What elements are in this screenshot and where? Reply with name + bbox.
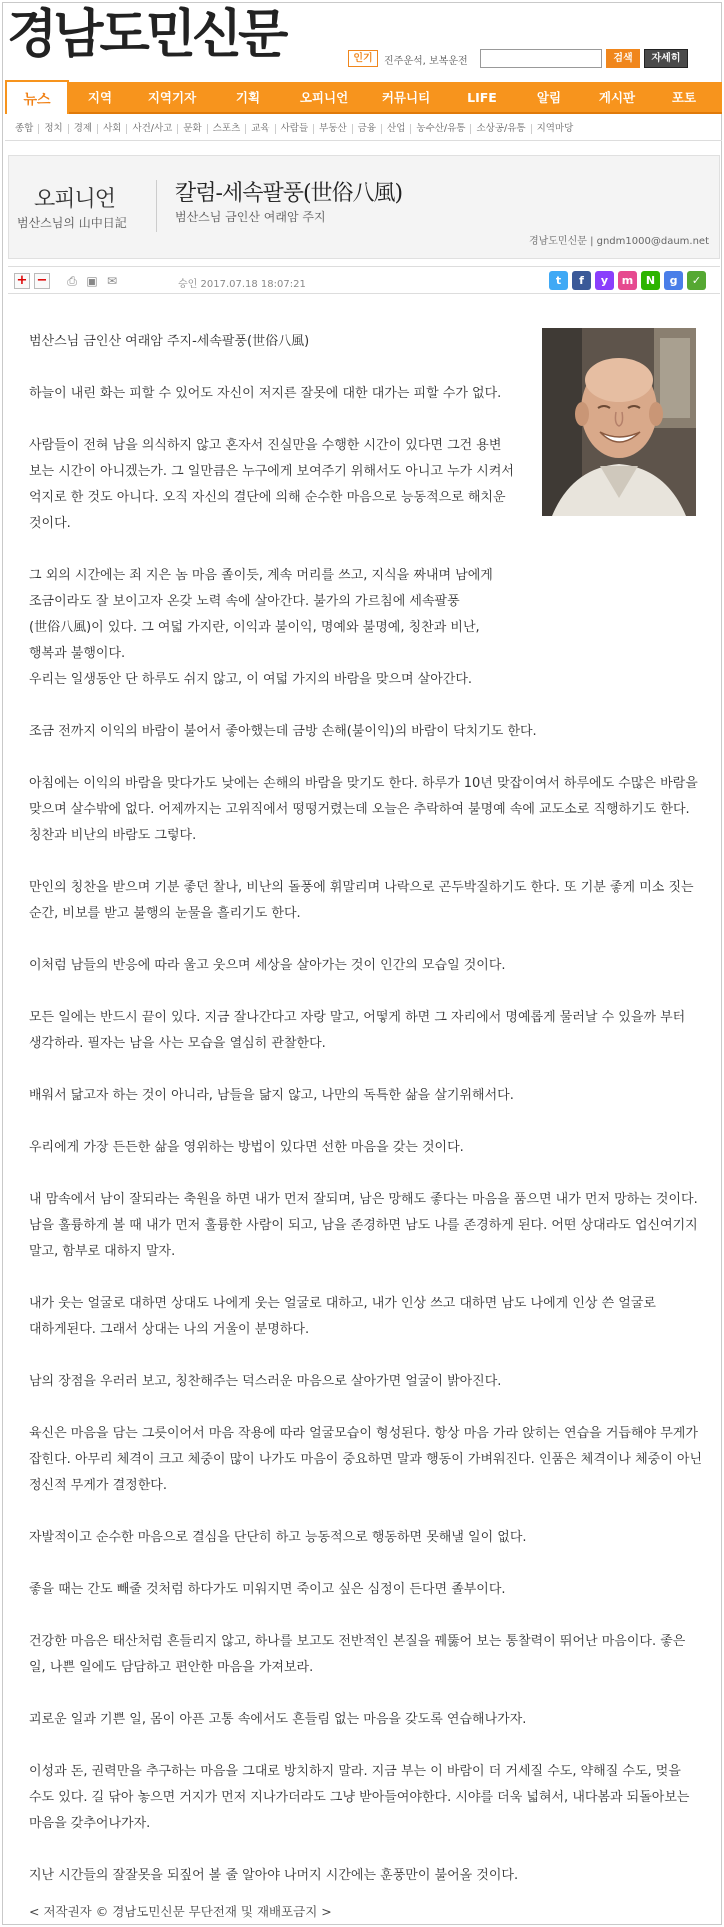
subnav-item[interactable]: 지역마당 <box>536 122 574 134</box>
subnav-item[interactable]: 종합 <box>10 124 39 134</box>
article-paragraph: 아침에는 이익의 바람을 맞다가도 낮에는 손해의 바람을 맞기도 한다. 하루가 10년 맞잡이여서 하루에도 수많은 바람을 맞으며 살수밖에 없다. 어제까지는 고위직에서 떵떵거렸는데 오늘은 추락하여 불명예 속에 교도소로 직행하기도 한다. 칭찬과 비난의 바람도 그렇다. <box>29 776 698 843</box>
copyright-notice: < 저작권자 © 경남도민신문 무단전재 및 재배포금지 > <box>29 1904 332 1919</box>
article-paragraph: 우리에게 가장 든든한 삶을 영위하는 방법이 있다면 선한 마음을 갖는 것이다. <box>29 1140 464 1155</box>
share-bookmark-icon[interactable]: ✓ <box>687 271 706 290</box>
article-paragraph: 건강한 마음은 태산처럼 흔들리지 않고, 하나를 보고도 전반적인 본질을 꿰뚫어 보는 통찰력이 뛰어난 마음이다. 좋은 일, 나쁜 일에도 담담하고 편안한 마음을 가져보라. <box>29 1634 686 1675</box>
page-frame <box>2 2 722 1925</box>
nav-item[interactable]: LIFE <box>467 90 497 105</box>
share-twitter-icon[interactable]: t <box>549 271 568 290</box>
article-paragraph: 범산스님 금인산 여래암 주지-세속팔풍(世俗八風) <box>29 334 310 349</box>
article-paragraph: 이성과 돈, 권력만을 추구하는 마음을 그대로 방치하지 말라. 지금 부는 이 바람이 더 거세질 수도, 약해질 수도, 멎을 수도 있다. 길 닦아 놓으면 거지가 먼저 지나가더라도 그냥 받아들여야한다. 시야를 더욱 넓혀서, 내다봄과 되돌아보는 마음을 갖추어나가자. <box>29 1764 690 1831</box>
subnav-item[interactable]: 산업 <box>382 124 411 134</box>
subnav-item[interactable]: 농수산/유통 <box>411 124 471 134</box>
nav-item[interactable]: 커뮤니티 <box>381 90 431 105</box>
nav-item[interactable]: 포토 <box>671 90 697 105</box>
nav-item[interactable]: 지역기자 <box>147 90 197 105</box>
nav-item[interactable]: 뉴스 <box>5 80 69 114</box>
article-paragraph: 조금 전까지 이익의 바람이 불어서 좋아했는데 금방 손해(불이익)의 바람이 닥치기도 한다. <box>29 724 537 739</box>
hot-keyword-text[interactable]: 진주운석, 보복운전 <box>384 56 468 67</box>
print-icon[interactable]: ⎙ <box>67 274 77 288</box>
site-logo[interactable]: 경남도민신문 <box>7 5 285 65</box>
main-nav <box>5 82 722 114</box>
article-paragraph: 내가 웃는 얼굴로 대하면 상대도 나에게 웃는 얼굴로 대하고, 내가 인상 쓰고 대하면 남도 나에게 인상 쓴 얼굴로 대하게된다. 그래서 상대는 나의 거울이 분명하다. <box>29 1296 656 1337</box>
article-paragraph: 육신은 마음을 담는 그릇이어서 마음 작용에 따라 얼굴모습이 형성된다. 항상 마음 가라 앉히는 연습을 거듭해야 무게가 잡힌다. 아무리 체격이 크고 체중이 많이 나가도 마음이 중요하면 말과 행동이 가벼워진다. 인품은 체격이나 체중이 아닌 정신적 무게가 결정한다. <box>29 1426 703 1493</box>
subnav-item[interactable]: 교육 <box>246 124 275 134</box>
article-paragraph: 괴로운 일과 기쁜 일, 몸이 아픈 고통 속에서도 흔들림 없는 마음을 갖도록 연습해나가자. <box>29 1712 527 1727</box>
share-me2day-icon[interactable]: m <box>618 271 637 290</box>
sub-nav <box>5 116 722 141</box>
article-paragraph: 그 외의 시간에는 죄 지은 놈 마음 졸이듯, 계속 머리를 쓰고, 지식을 짜내며 남에게 조금이라도 잘 보이고자 온갖 노력 속에 살아간다. 불가의 가르침에 세속팔풍(世俗八風)이 있다. 그 여덟 가지란, 이익과 불이익, 명예와 불명예, 칭찬과 비난, 행복과 불행이다. 우리는 일생동안 단 하루도 쉬지 않고, 이 여덟 가지의 바람을 맞으며 살아간다. <box>29 568 493 687</box>
subnav-item[interactable]: 정치 <box>39 124 68 134</box>
photo-icon[interactable]: ▣ <box>86 274 98 288</box>
subnav-item[interactable]: 소상공/유통 <box>471 124 531 134</box>
article-paragraph: 이처럼 남들의 반응에 따라 울고 웃으며 세상을 살아가는 것이 인간의 모습일 것이다. <box>29 958 506 973</box>
subnav-item[interactable]: 사회 <box>98 124 127 134</box>
article-header <box>8 155 720 259</box>
font-decrease-button[interactable]: − <box>34 273 50 289</box>
nav-item[interactable]: 게시판 <box>598 90 636 105</box>
article-toolbar <box>8 266 720 294</box>
article-paragraph: 남의 장점을 우러러 보고, 칭찬해주는 덕스러운 마음으로 살아가면 얼굴이 밝아진다. <box>29 1374 502 1389</box>
share-google-icon[interactable]: g <box>664 271 683 290</box>
article-paragraph: 사람들이 전혀 남을 의식하지 않고 혼자서 진실만을 수행한 시간이 있다면 그건 용변 보는 시간이 아니겠는가. 그 일만큼은 누구에게 보여주기 위해서도 아니고 누가 시켜서 억지로 한 것도 아니다. 오직 자신의 결단에 의해 순수한 마음으로 능동적으로 해치운 것이다. <box>29 438 514 531</box>
subnav-item[interactable]: 사람들 <box>276 124 315 134</box>
article-title: 칼럼-세속팔풍(世俗八風) <box>175 181 403 206</box>
share-facebook-icon[interactable]: f <box>572 271 591 290</box>
header-divider <box>156 180 157 232</box>
subnav-item[interactable]: 스포츠 <box>208 124 247 134</box>
subnav-item[interactable]: 부동산 <box>314 124 353 134</box>
section-subtitle: 범산스님의 山中日記 <box>17 216 127 230</box>
article-paragraph: 자발적이고 순수한 마음으로 결심을 단단히 하고 능동적으로 행동하면 못해낼 일이 없다. <box>29 1530 527 1545</box>
article-paragraph: 내 맘속에서 남이 잘되라는 축원을 하면 내가 먼저 잘되며, 남은 망해도 좋다는 마음을 품으면 내가 먼저 망하는 것이다. 남을 훌륭하게 볼 때 내가 먼저 훌륭한 사람이 되고, 남을 존경하면 남도 나를 존경하게 된다. 어떤 상대라도 업신여기지 말고, 함부로 대하지 말자. <box>29 1192 698 1259</box>
nav-item[interactable]: 알림 <box>536 90 562 105</box>
search-button[interactable]: 검색 <box>606 49 640 68</box>
article-paragraph: 만인의 칭찬을 받으며 기분 좋던 찰나, 비난의 돌풍에 휘말리며 나락으로 곤두박질하기도 한다. 또 기분 좋게 미소 짓는 순간, 비보를 받고 불행의 눈물을 흘리기도 한다. <box>29 880 694 921</box>
search-area <box>348 49 723 69</box>
share-naver-icon[interactable]: N <box>641 271 660 290</box>
article-byline: 경남도민신문 | gndm1000@daum.net <box>528 236 709 247</box>
article-paragraph: 지난 시간들의 잘잘못을 되짚어 볼 줄 알아야 나머지 시간에는 훈풍만이 불어올 것이다. <box>29 1868 519 1883</box>
nav-item[interactable]: 기획 <box>235 90 261 105</box>
section-title: 오피니언 <box>34 187 116 212</box>
subnav-item[interactable]: 사건/사고 <box>127 124 178 134</box>
site-header <box>3 3 721 81</box>
font-increase-button[interactable]: + <box>14 273 30 289</box>
scrap-icon[interactable]: ✉ <box>106 274 118 288</box>
article-paragraph: 모든 일에는 반드시 끝이 있다. 지금 잘나간다고 자랑 말고, 어떻게 하면 그 자리에서 명예롭게 물러날 수 있을까 부터 생각하라. 필자는 남을 사는 모습을 열심히 관찰한다. <box>29 1010 686 1051</box>
article-paragraph: 배워서 닮고자 하는 것이 아니라, 남들을 닮지 않고, 나만의 독특한 삶을 살기위해서다. <box>29 1088 514 1103</box>
subnav-item[interactable]: 문화 <box>178 124 207 134</box>
publish-date: 승인 2017.07.18 18:07:21 <box>178 279 306 290</box>
article-body <box>29 329 704 1915</box>
article-paragraph: 좋을 때는 간도 빼줄 것처럼 하다가도 미워지면 죽이고 싶은 심정이 든다면 졸부이다. <box>29 1582 506 1597</box>
nav-item[interactable]: 오피니언 <box>299 90 349 105</box>
article-paragraph: 하늘이 내린 화는 피할 수 있어도 자신이 저지른 잘못에 대한 대가는 피할 수가 없다. <box>29 386 502 401</box>
nav-item[interactable]: 지역 <box>87 90 113 105</box>
detail-search-button[interactable]: 자세히 <box>644 49 688 68</box>
article-subtitle: 범산스님 금인산 여래암 주지 <box>175 210 326 224</box>
hot-keyword-badge: 인기 <box>348 50 378 67</box>
search-input[interactable] <box>480 49 602 68</box>
subnav-item[interactable]: 금융 <box>353 124 382 134</box>
share-yozm-icon[interactable]: y <box>595 271 614 290</box>
subnav-item[interactable]: 경제 <box>69 124 98 134</box>
